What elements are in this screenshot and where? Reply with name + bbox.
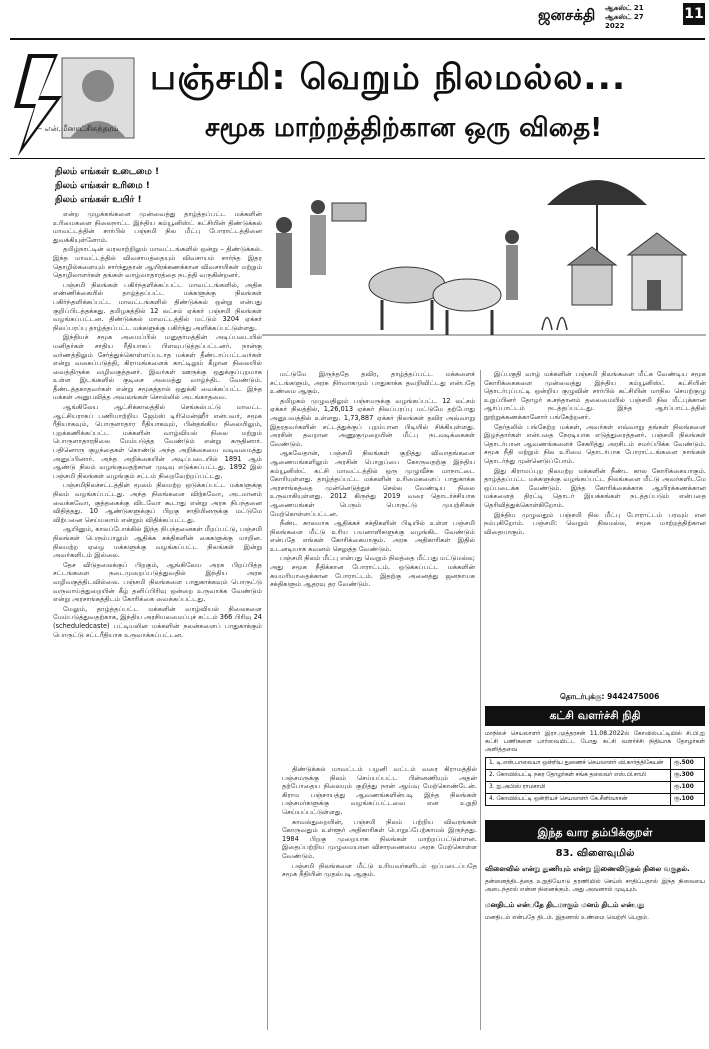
donation-intro: மாநிலச் செயலாளர் இரா.முத்தரசன் 11.08.2022ல் கோவில்பட்டியில் சி.பி.ஐ கட்சி பணிகளை பார்வையிட்ட போது கட்சி வளர்ச்சி நிதியாக தோழர்கள் அளித்தவை	[485, 730, 705, 753]
paragraph: காவல்துறையின், பஞ்சமி நிலம் பற்றிய விவரங்கள் கோருவதும் உள்ளூர் அதிகாரிகள் பொறுப்பேற்காமல் இருந்தது. 1984 பிறகு முறையாக நிலங்கள் மாற்றப்பட்டுள்ளன. இதைப்பற்றிய முழுமையான விசாரணையை அரசு மேற்கொள்ள வேண்டும்.	[282, 817, 477, 860]
paragraph: தமிழ்நாட்டின் வரலாற்றிலும் மாவட்டங்களில் ஒன்று – திண்டுக்கல். இந்த மாவட்டத்தில் விவசாயத்தையும் விவசாயம் சார்ந்த இதர தொழில்களையும் சார்ந்துதான் ஆயிரக்கணக்கான விவசாயிகள் மற்றும் தொழிலாளர்கள் தங்கள் வாழ்வாதாரத்தை நடத்தி வருகின்றனர்.	[53, 245, 262, 280]
couplet-explanation: தன்னைத்திடத்தை உறுதியோடு தரணியில் செய்ல் சாதிப்பதால் இந்த நிலையை அடைந்தால் என்ன நினைக்கும். அது அவனால் முடியும்.	[485, 878, 705, 893]
article-title: பஞ்சமி: வெறும் நிலமல்ல...	[150, 58, 627, 98]
paragraph: என்ற முழக்கங்களை முன்வைத்து தாழ்த்தப்பட்ட மக்களின் உரிமைகளை நிலைநாட்ட இந்திய கம்யூனிஸ்ட் கட்சியின் திண்டுக்கல் மாவட்டத்தின் சார்பில் பஞ்சமி நில மீட்பு போராட்டத்தினை துவக்கியுள்ளோம்.	[53, 210, 262, 244]
paragraph: ஆயினும், காலப்போக்கில் இந்த நிபந்தனைகள் மீறப்பட்டு, பஞ்சமி நிலங்கள் பெரும்பாலும் ஆதிக்க சக்திகளின் கைகளுக்கு மாறின. நிலமற்ற ஏழை மக்களுக்கு வழங்கப்பட்ட நிலங்கள் இன்று அவர்களிடம் இல்லை.	[53, 525, 262, 560]
couplet-heading: இந்த வார தம்பிக்குறள்	[485, 820, 705, 842]
farming-illustration	[262, 165, 706, 370]
weekly-couplet-box	[485, 820, 705, 1040]
couplet-number: 83. விளைவுமில்	[555, 848, 635, 859]
paragraph: ஆகவேதான், பஞ்சமி நிலங்கள் குறித்து விவாதங்களை ஆணையங்களிலும் அரசின் பொறுப்பை கோருவதற்கு இந்திய கம்யூனிஸ்ட் கட்சி மாவட்டத்தில் ஒரு முழுவீச்சு மாநாட்டை கோரியுள்ளது. தாழ்த்தப்பட்ட மக்களின் உரிமைகளைப் பாதுகாக்க அரசாங்கத்தை முன்னெடுத்துச் செல்ல வேண்டிய நிலை உருவாகியுள்ளது. 2012 கிருந்து 2019 வரை தொடர்ச்சியாக ஆணையங்கள் பெரும் பொருட்டு முயற்சிகள் மேற்கொள்ளப்பட்டன.	[270, 449, 475, 518]
article-column-2-lower	[282, 765, 477, 1045]
article-column-3	[484, 370, 706, 700]
paragraph: பஞ்சமி நிலங்கள் பகிர்ந்தளிக்கப்பட்ட மாவட்டங்களில், அதிக எண்ணிக்கையில் தாழ்த்தப்பட்ட மக்களுக்கு நிலங்கள் பகிர்ந்தளிக்கப்பட்ட மாவட்டங்களில் திண்டுக்கல் ஒன்று என்பது குறிப்பிடத்தக்கது. தமிழகத்தில் 12 லட்சம் ஏக்கர் பஞ்சமி நிலங்கள் வழங்கப்பட்டன. திண்டுக்கல் மாவட்டத்தில் மட்டும் 3204 ஏக்கர் நிலப்பரப்பு தாழ்த்தப்பட்ட மக்களுக்கு பகிர்ந்து அளிக்கப்பட்டுள்ளது.	[53, 280, 262, 332]
masthead	[0, 0, 709, 40]
paragraph: பஞ்சமிநிலச்சட்டத்தின் மூலம் நிலமற்ற ஒடுக்கப்பட்ட மக்களுக்கு நிலம் வழங்கப்பட்டது. அந்த நிலங்களை விற்கவோ, அடமானம் வைக்கவோ, குத்தகைக்கு விடவோ கூடாது என்று அரசு நிபந்தனை விதித்தது. 10 ஆண்டுகளுக்குப் பிறகு சாதியினருக்கு மட்டுமே விற்பனை செய்யலாம் என்றும் விதிக்கப்பட்டது.	[53, 481, 262, 524]
byline: – என்.மீனாட்சிசுந்தரம்	[38, 124, 119, 133]
table-row: 1. டி.என்.பாலையா ஒன்றிய துணைச் செயலாளர் வி.கார்த்திகேயன் ரூ.500	[486, 758, 705, 770]
article-column-2	[270, 370, 475, 678]
column-divider	[480, 370, 481, 1030]
publication-name: ஜனசக்தி	[538, 6, 596, 24]
paragraph: இப்பகுதி வாழ் மக்களின் பஞ்சமி நிலங்களை மீட்க வேண்டிய சமூக கோரிக்கைகளை முன்வைத்து இந்திய கம்யூனிஸ்ட் கட்சியின் தொடர்புப்பட்டி ஒன்றிய குழுவின் சார்பில் கட்சியின் மாநில செயற்குழு உறுப்பினர் தோழர் க.சந்தானம் தலைமையில் பஞ்சமி நில மீட்புக்கான ஆர்ப்பாட்டம் நடத்தப்பட்டது. இந்த ஆர்ப்பாட்டத்தில் நூற்றுக்கணக்கானோர் பங்கேற்றனர்.	[484, 370, 706, 421]
table-row: 3. ஐ.அபிஸ் ராமசாமி ரூ.100	[486, 782, 705, 794]
couplet-answer-label: மனதிடம் என்பதே திடமாகும் மனம் திடம் என்பது	[485, 901, 645, 909]
paragraph: தேர்தலில் பங்கேற்ற மக்கள், அவர்கள் எவ்வாறு தங்கள் நிலங்களை இழந்தார்கள் என்பதை நேரடியாக எடுத்துரைத்தனர். பஞ்சமி நிலங்கள் தொடர்பான ஆவணங்களைச் சேகரித்து அரசிடம் சமர்ப்பிக்க வேண்டும். சமூக நீதி மற்றும் நில உரிமை தொடர்பாக போராட்டங்களை நாங்கள் தொடர்ந்து முன்னெடுப்போம்.	[484, 422, 706, 465]
article-column-1	[53, 210, 262, 990]
article-subtitle: சமூக மாற்றத்திற்கான ஒரு விதை!	[205, 113, 603, 143]
masthead-rule	[10, 38, 705, 40]
slogan-item: நிலம் எங்கள் உயிர் !	[55, 195, 142, 205]
slogan-item: நிலம் எங்கள் உரிமை !	[55, 181, 150, 191]
donation-table	[485, 757, 705, 806]
paragraph: தமிழகம் முழுவதிலும் பஞ்சமருக்கு வழங்கப்பட்ட 12 லட்சம் ஏக்கர் நிலத்தில், 1,26,013 ஏக்கர் நிலப்பரப்பு மட்டுமே தற்போது அனுபவத்தில் உள்ளது. 1,73,887 ஏக்கர் நிலங்கள் தவிர அவ்வாறு இதரதவர்களின் சட்டத்துக்குப் புறம்பான பிடியில் சிக்கியுள்ளது. அரசின் தவறான அணுகுமுறையின் மீட்பு நடவடிக்கைகள் வேண்டும்.	[270, 396, 475, 448]
paragraph: ஆங்கிலேய ஆட்சிக்காலத்தில் செங்கல்பட்டு மாவட்ட ஆட்சியராகப் பணியாற்றிய ஜேம்ஸ் டிரிமென்ஹீர் என்பவர், சமூக ரீதியாகவும், பொருளாதார ரீதியாகவும், பின்தங்கிய நிலையிலும், புறக்கணிக்கப்பட்ட மக்களின் வாழ்வியல் நிலை மற்றும் பொருளாதாரநிலை மேம்படுத்த வேண்டும் என்று கருதினார். பதினொரு குழந்தைகள் கொண்டு அந்த அறிக்கையை வடிவமைத்து அனுப்பினார். அந்த அறிக்கையின் அடிப்படையில் 1891 ஆம் ஆண்டு நிலம் வழங்குவதற்கான முடிவு எடுக்கப்பட்டது. 1892 இல் பஞ்சமி நிலங்கள் வழங்கும் சட்டம் நிறைவேற்றப்பட்டது.	[53, 403, 262, 480]
title-divider	[10, 158, 705, 159]
page-number: 11	[683, 3, 705, 25]
contact-phone: தொடர்புக்கு: 9442475006	[560, 692, 660, 701]
table-row: 4. கோவில்பட்டி ஒன்றியச் செயலாளர் கே.சீனிவாசன் ரூ.100	[486, 794, 705, 806]
lightning-portrait-icon	[10, 52, 140, 158]
paragraph: நீண்ட காலமாக ஆதிக்கச் சக்திகளின் பிடியில் உள்ள பஞ்சமி நிலங்களை மீட்டு உரிய பயனாளிகளுக்கு வழங்கிட வேண்டும் என்பதே எங்கள் கோரிக்கையாகும். அரசு அதிகாரிகள் இதில் உடனடியாக கவனம் செலுத்த வேண்டும்.	[270, 519, 475, 553]
couplet-text: விளைவில் என்று துணியும் என்று இணைவிடுதல் நிலை வகுதல்.	[485, 865, 690, 873]
paragraph: இது கிராமப்புற நிலமற்ற மக்களின் நீண்ட கால கோரிக்கையாகும். தாழ்த்தப்பட்ட மக்களுக்கு வழங்கப்பட்ட நிலங்களை மீட்டு அவர்களிடமே ஒப்படைக்க வேண்டும். இந்த கோரிக்கைக்காக ஆயிரக்கணக்கான மக்களைத் திரட்டி தொடர் இயக்கங்கள் நடத்தப்படும் என்பதை தெரிவித்துக்கொள்கிறோம்.	[484, 466, 706, 509]
paragraph: பஞ்சமி நிலங்களை மீட்டு உரியவர்களிடம் ஒப்படைப்பதே சமூக நீதியின் முதல்படி ஆகும்.	[282, 861, 477, 879]
donation-heading: கட்சி வளர்ச்சி நிதி	[485, 706, 705, 726]
paragraph: மட்டுமே இருந்ததே தவிர, தாழ்த்தப்பட்ட மக்களைச் சட்டங்களும், அரசு நிர்வாகமும் பாதுகாக்க தவறிவிட்டது என்பதே உண்மை ஆகும்.	[270, 370, 475, 396]
slogan-item: நிலம் எங்கள் உடைமை !	[55, 167, 160, 177]
paragraph: இந்தியச் சமூக அமைப்பில் மனுதர்மத்தின் அடிப்படையில் மனிதர்கள் சாதிய ரீதியாகப் பிளவுபடுத்தப்பட்டனர். நான்கு வர்ணத்திலும் சேர்த்துக்கொள்ளப்படாத மக்கள் தீண்டாப்பட்டவர்கள் என்று வகைப்படுத்தி, கிராமங்களைக் காட்டிலும் கீழான நிலையில் வைத்திருக்க வழிவகுத்தனர். இவர்கள் ஊருக்கு ஒதுக்குப்புறமாக உள்ள இடங்களில் குடிசை அமைத்து வாழ்ந்திட வேண்டும். தீண்டத்தகாதவர்கள் என்று சமூகத்தால் ஒதுக்கி வைக்கப்பட்ட இந்த மக்கள் அனுபவித்த அவலங்கள் சொல்லில் அடங்காதவை.	[53, 333, 262, 402]
paragraph: பஞ்சமி நிலம் மீட்பு என்பது வெறும் நிலத்தை மீட்பது மட்டுமல்ல; அது சமூக நீதிக்கான போராட்டம். ஒடுக்கப்பட்ட மக்களின் சுயமரியாதைக்கான போராட்டம். இதற்கு அனைத்து ஜனநாயக சக்திகளும் ஆதரவு தர வேண்டும்.	[270, 554, 475, 589]
paragraph: திண்டுக்கல் மாவட்டம் பழனி வட்டம் வரை கிராமத்தில் பஞ்சமருக்கு நிலம் செய்யப்பட்ட பின்னணியும் அதன் தற்போதைய நிலையும் குறித்து நான் ஆய்வு மேற்கொண்டேன். கிராம பஞ்சாயத்து ஆவணங்களின்படி இந்த நிலங்கள் பஞ்சமர்களுக்கு வழங்கப்பட்டவை என உறுதி செய்யப்பட்டுள்ளது.	[282, 765, 477, 816]
donation-box	[485, 706, 705, 810]
table-row: 2. கோவில்பட்டி நகர தோழர்கள் சங்க தலைவர் எஸ்.பி.சாமி ரூ.300	[486, 770, 705, 782]
couplet-answer: மனதிடம் என்பதே திடம். இதனால் உண்மை வெற்றி பெறும்.	[485, 914, 649, 921]
paragraph: மேலும், தாழ்த்தப்பட்ட மக்களின் வாழ்வியல் நிலைகளை மேம்படுத்துவதற்காக, இந்திய அரசியலமைப்புச் சட்டம் 366 பிரிவு 24 (scheduledcaste) பட்டியலின மக்களின் நலன்களைப் பாதுகாக்கும் பொருட்டு சட்டரீதியாக உருவாக்கப்பட்டன.	[53, 604, 262, 639]
paragraph: இந்திய முழுவதும் பஞ்சமி நில மீட்பு போராட்டம் பரவும் என நம்புகிறோம். பஞ்சமி: வெறும் நிலமல்ல, சமூக மாற்றத்திற்கான விதையாகும்.	[484, 510, 706, 536]
paragraph: தேச விடுதலைக்குப் பிறகும், ஆங்கிலேய அரசு பிறப்பித்த சட்டங்களை நடைமுறைப்படுத்துவதில் இந்திய அரசு வழிவகுத்திடவில்லை. பஞ்சமி நிலங்களை பாதுகாக்கவும் பொருட்டு வருவாய்த்துறையின் கீழ் தனிப்பிரிவு ஒன்றை உருவாக்க வேண்டும் என்று அரசாங்கத்திடம் கோரிக்கை வைக்கப்பட்டது.	[53, 560, 262, 604]
column-divider	[267, 370, 268, 1030]
issue-date: ஆகஸ்ட் 21 ஆகஸ்ட் 27 2022	[605, 4, 644, 30]
slogan-list	[55, 165, 159, 207]
